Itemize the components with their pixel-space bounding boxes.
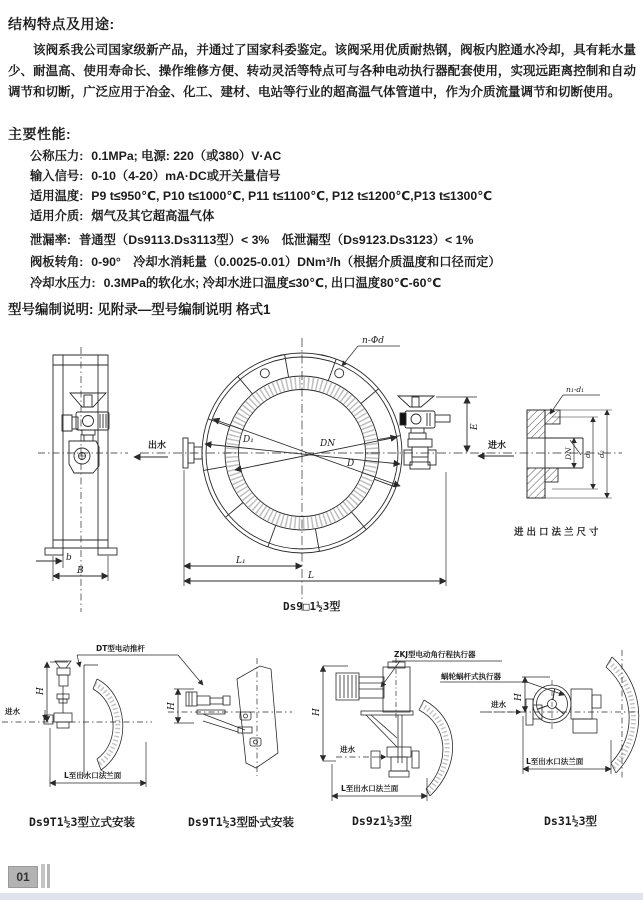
section-features-title: 结构特点及用途: bbox=[8, 16, 115, 32]
dim-E-label: E bbox=[470, 423, 480, 430]
flange-water-in-label: 进水 bbox=[488, 441, 507, 451]
p3-dim-H-label: H bbox=[312, 708, 322, 716]
flange-detail-caption: 进出口法兰尺寸 bbox=[514, 527, 602, 538]
bolt-callout-label: n-Φd bbox=[362, 336, 384, 346]
footer-divider-bar bbox=[41, 864, 45, 888]
dim-L1-label: L₁ bbox=[236, 556, 246, 566]
p3-water-in-label: 进水 bbox=[340, 745, 355, 754]
spec-label: 输入信号: bbox=[30, 169, 84, 183]
main-drawing-caption: Ds9□1½3型 bbox=[283, 600, 341, 613]
spec-label: 阀板转角: bbox=[30, 254, 84, 269]
p4-water-in-label: 进水 bbox=[491, 700, 506, 709]
section-performance-title: 主要性能: bbox=[8, 126, 72, 142]
p2-dim-H-label: H bbox=[167, 702, 177, 710]
p4-dim-L-label: L至出水口法兰面 bbox=[526, 757, 584, 766]
p1-dim-L-label: L至出水口法兰面 bbox=[64, 771, 122, 780]
length-dimensions bbox=[184, 470, 446, 586]
spec-row bbox=[30, 146, 501, 166]
panel-horizontal-install bbox=[167, 658, 294, 829]
spec-label: 适用介质: bbox=[30, 209, 84, 223]
spec-row bbox=[30, 252, 501, 274]
spec-label: 公称压力: bbox=[30, 149, 84, 163]
dia-D1-label: D₁ bbox=[243, 435, 254, 445]
page-bottom-strip bbox=[0, 893, 643, 900]
spec-value: 0.3MPa的软化水; 冷却水进口温度≤30℃, 出口温度80℃-60℃ bbox=[103, 276, 442, 290]
flange-dim-DN: DN bbox=[564, 447, 573, 460]
dia-D-label: D bbox=[347, 459, 355, 469]
dim-b-label: b bbox=[66, 553, 72, 563]
p4-caption: Ds31½3型 bbox=[544, 814, 598, 828]
p3-dim-L-label: L至出水口法兰面 bbox=[341, 784, 399, 793]
water-out-label: 出水 bbox=[148, 441, 167, 451]
footer-divider-bar bbox=[47, 864, 50, 888]
spec-row bbox=[30, 206, 501, 226]
spec-label: 适用温度: bbox=[30, 189, 84, 203]
panel-vertical-install bbox=[2, 643, 203, 829]
spec-value: 普通型（Ds9113.Ds3113型）< 3% 低泄漏型（Ds9123.Ds3123）< 1% bbox=[79, 233, 474, 247]
dim-E bbox=[436, 397, 480, 452]
flange-detail-section bbox=[478, 385, 612, 538]
panel-worm-gear-actuator bbox=[440, 650, 642, 828]
side-view-dimensions bbox=[36, 553, 108, 581]
wormgear-callout-label: 蜗轮蜗杆式执行器 bbox=[441, 672, 501, 681]
spec-value: 0-10（4-20）mA·DC或开关量信号 bbox=[91, 169, 281, 183]
page-number-badge: 01 bbox=[8, 866, 38, 888]
p3-caption: Ds9z1½3型 bbox=[352, 814, 412, 828]
dim-B-label: B bbox=[77, 566, 84, 576]
installation-drawings bbox=[0, 620, 643, 835]
bolt-holes-callout bbox=[342, 336, 400, 366]
spec-row bbox=[30, 273, 501, 295]
main-valve-drawing bbox=[0, 330, 643, 620]
dia-DN-label: DN bbox=[320, 439, 336, 449]
p2-caption: Ds9T1½3型卧式安装 bbox=[188, 815, 294, 829]
p1-water-in-label: 进水 bbox=[5, 707, 20, 716]
section-features-body: 该阀系我公司国家级新产品，并通过了国家科委鉴定。该阀采用优质耐热钢，阀板内腔通水冷却，具有耗水量少、耐温高、使用寿命长、操作维修方便、转动灵活等特点可与各种电动执行器配套使用，实现远距离控制和自动调节和切断，广泛应用于冶金、化工、建材、电站等行业的超高温气体管道中，作为介质流量调节和切断使用。 bbox=[8, 43, 636, 99]
spec-list bbox=[30, 146, 501, 295]
electric-actuator-assembly bbox=[398, 396, 450, 469]
zkj-callout-label: ZKJ型电动角行程执行器 bbox=[394, 650, 476, 659]
spec-label: 泄漏率: bbox=[30, 233, 71, 247]
spec-row bbox=[30, 166, 501, 186]
spec-row bbox=[30, 186, 501, 206]
p1-caption: Ds9T1½3型立式安装 bbox=[29, 815, 135, 829]
spec-value: P9 t≤950℃, P10 t≤1000℃, P11 t≤1100℃, P12 t≤1200℃,P13 t≤1300℃ bbox=[91, 189, 493, 203]
spec-row bbox=[30, 230, 501, 252]
pushrod-callout-label: DT型电动推杆 bbox=[96, 644, 145, 653]
spec-value: 0.1MPa; 电源: 220（或380）V·AC bbox=[91, 149, 282, 163]
p4-dim-H-label: H bbox=[514, 693, 524, 701]
spec-value: 烟气及其它超高温气体 bbox=[91, 209, 215, 223]
flange-dim-d2: d₂ bbox=[597, 450, 606, 458]
dim-L-label: L bbox=[308, 571, 314, 581]
flange-bolt-callout: n₁-d₁ bbox=[566, 385, 585, 394]
flange-dim-d1: d₁ bbox=[583, 450, 592, 458]
spec-value: 0-90° 冷却水消耗量（0.0025-0.01）DNm³/h（根据介质温度和口径而定） bbox=[91, 254, 501, 269]
section-model-coding-title: 型号编制说明: 见附录—型号编制说明 格式1 bbox=[8, 302, 271, 317]
spec-label: 冷却水压力: bbox=[30, 276, 96, 290]
p1-dim-H-label: H bbox=[36, 687, 46, 695]
